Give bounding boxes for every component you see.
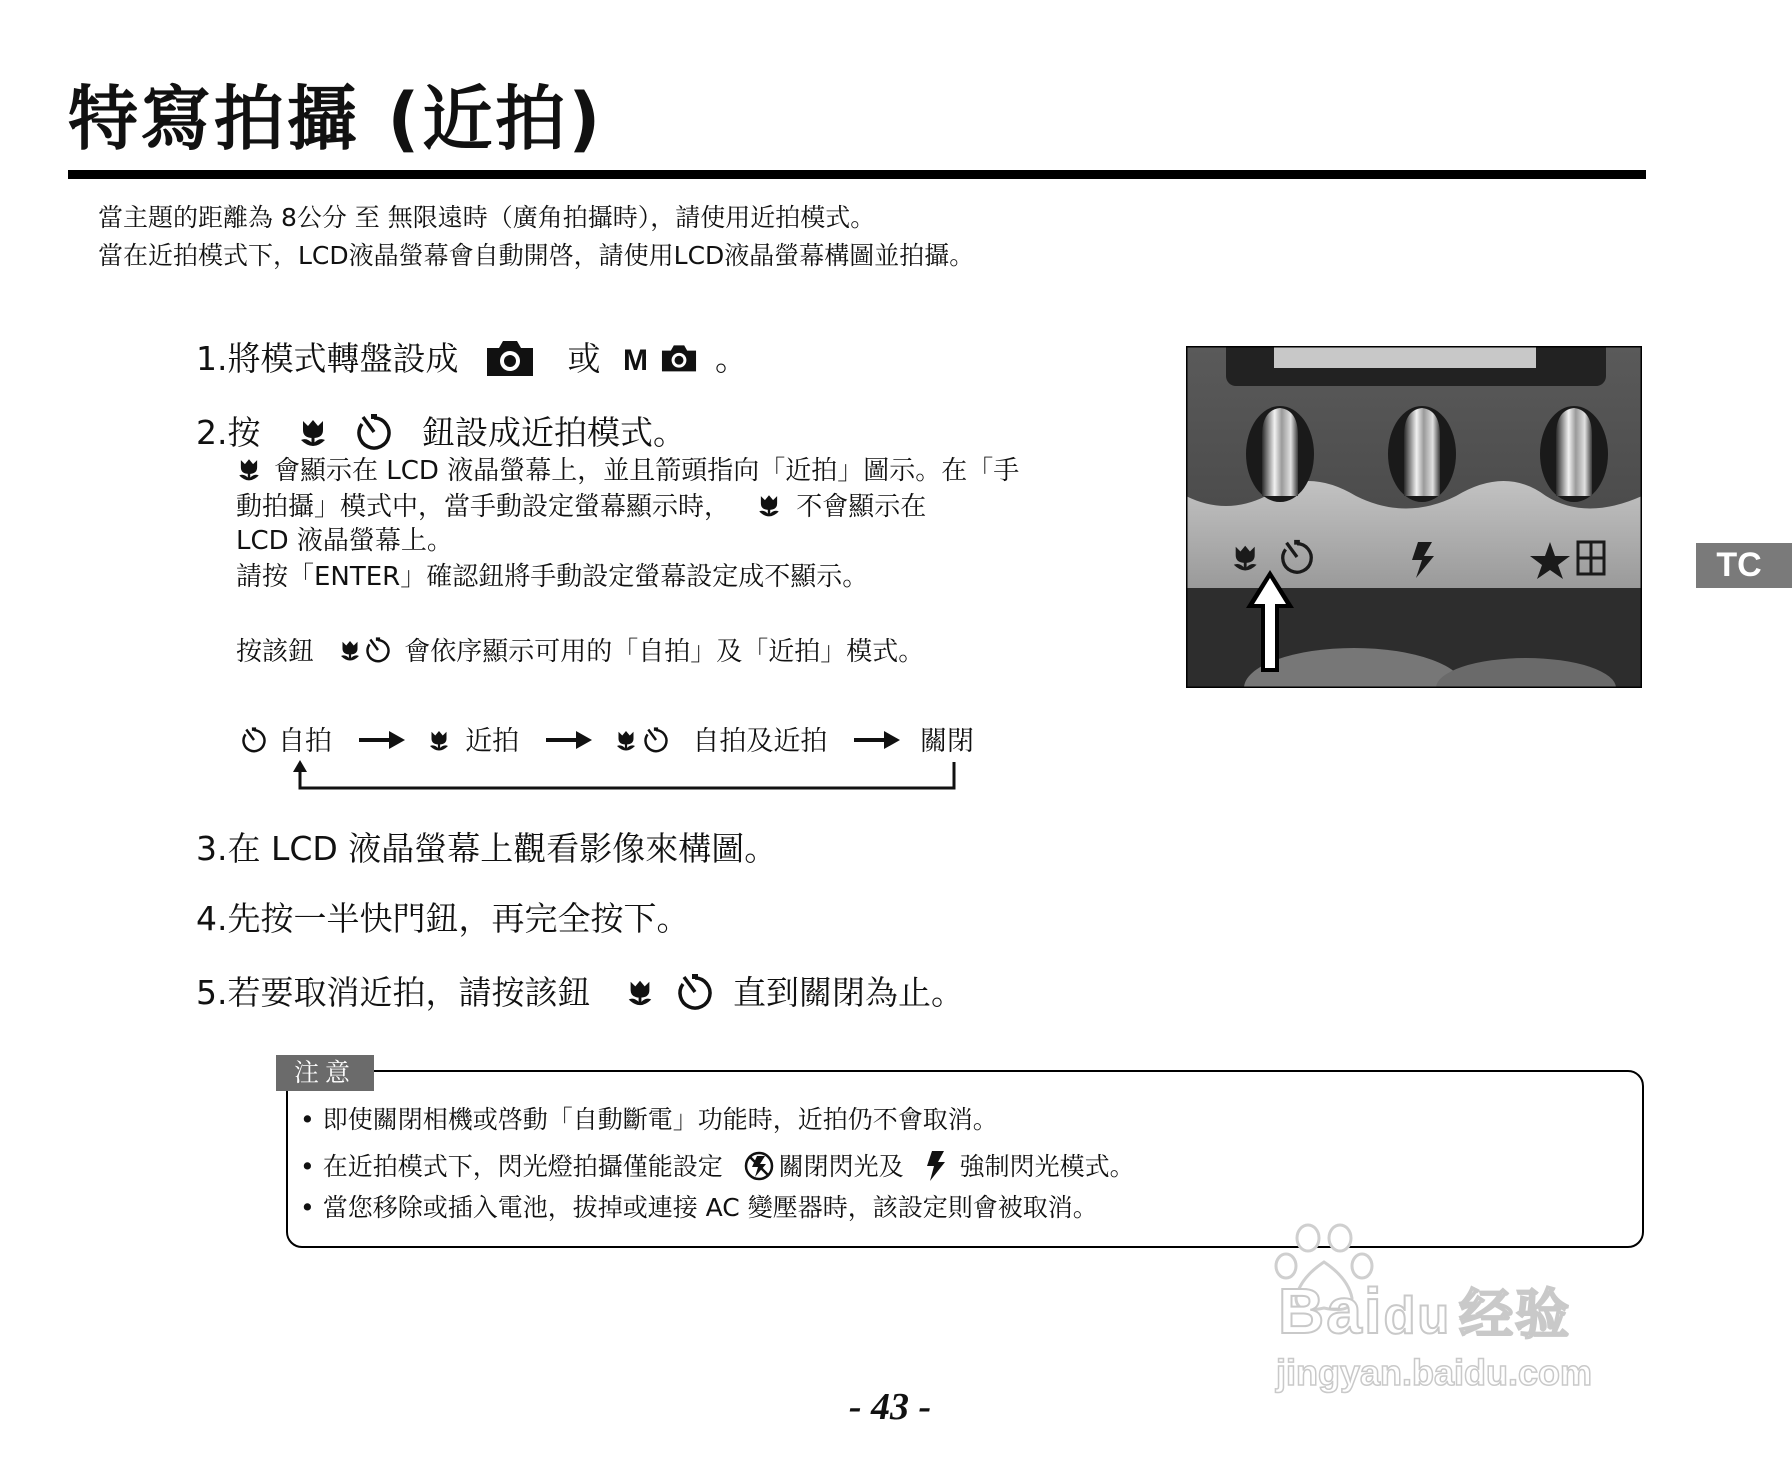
arrow-right-icon: [546, 729, 592, 756]
step-2: [196, 412, 686, 457]
step-2-lead: 2.按: [196, 413, 261, 452]
note-item-2-text: • 在近拍模式下，閃光燈拍攝僅能設定: [300, 1152, 723, 1181]
step-1-or: 或: [567, 339, 601, 378]
macro-tulip-icon: [625, 977, 655, 1012]
step-2-detail-4: 請按「ENTER」確認鈕將手動設定螢幕設定成不顯示。: [236, 562, 869, 592]
step-2-detail-5: [236, 636, 924, 669]
baidu-watermark: [1278, 1272, 1571, 1349]
step-2-detail-5-text: 按該鈕: [236, 637, 315, 667]
watermark-bai: Bai: [1278, 1275, 1384, 1347]
macro-tulip-icon: [427, 728, 451, 757]
step-2-detail-2-tail: 不會顯示在: [796, 492, 927, 522]
step-1-m-label: M: [623, 344, 648, 377]
step-3: 3.在 LCD 液晶螢幕上觀看影像來構圖。: [196, 829, 778, 868]
flash-icon: [926, 1151, 946, 1185]
macro-tulip-icon: [236, 456, 262, 487]
macro-tulip-icon: [297, 416, 329, 453]
note-item-3: • 當您移除或插入電池，拔掉或連接 AC 變壓器時，該設定則會被取消。: [300, 1193, 1098, 1222]
self-timer-icon: [364, 636, 392, 669]
language-tab: TC: [1696, 543, 1792, 588]
watermark-url: jingyan.baidu.com: [1276, 1352, 1593, 1393]
page-number: - 43 -: [848, 1386, 932, 1428]
macro-tulip-icon: [338, 638, 362, 667]
macro-tulip-icon: [1234, 546, 1257, 571]
cycle-self-timer-macro: 自拍及近拍: [692, 726, 828, 757]
note-item-2: [300, 1150, 1135, 1186]
step-5: [196, 972, 964, 1017]
note-item-2-tail: 強制閃光模式。: [959, 1152, 1135, 1181]
watermark-du: du: [1383, 1287, 1452, 1345]
macro-tulip-icon: [756, 492, 782, 523]
flash-off-icon: [743, 1150, 775, 1186]
self-timer-icon: [354, 412, 394, 457]
step-5-text: 5.若要取消近拍，請按該鈕: [196, 973, 591, 1012]
intro-line-2: 當在近拍模式下，LCD液晶螢幕會自動開啓，請使用LCD液晶螢幕構圖並拍攝。: [98, 241, 975, 270]
cycle-off: 關閉: [919, 726, 974, 757]
note-item-2-mid: 關閉閃光及: [778, 1152, 904, 1181]
step-1-text: 1.將模式轉盤設成: [196, 339, 459, 378]
macro-tulip-icon: [614, 728, 638, 757]
self-timer-icon: [642, 726, 670, 759]
page-title: 特寫拍攝 (近拍): [68, 78, 604, 160]
arrow-right-icon: [359, 729, 405, 756]
step-5-tail: 直到關閉為止。: [733, 973, 964, 1012]
intro-line-1: 當主題的距離為 8公分 至 無限遠時（廣角拍攝時），請使用近拍模式。: [98, 203, 876, 232]
note-item-1: • 即使關閉相機或啓動「自動斷電」功能時，近拍仍不會取消。: [300, 1105, 998, 1134]
cycle-self-timer: 自拍: [278, 726, 332, 757]
camera-icon: [659, 339, 699, 382]
step-2-tail: 鈕設成近拍模式。: [422, 413, 686, 452]
camera-buttons-photo: [1186, 346, 1642, 688]
camera-icon: [483, 338, 537, 383]
step-2-detail-1: [236, 456, 1019, 487]
self-timer-icon: [675, 972, 715, 1017]
mode-cycle: [240, 726, 974, 759]
arrow-right-icon: [854, 729, 900, 756]
step-2-detail-5-tail: 會依序顯示可用的「自拍」及「近拍」模式。: [404, 637, 925, 667]
step-1: [196, 338, 748, 383]
step-4: 4.先按一半快門鈕，再完全按下。: [196, 899, 690, 938]
cycle-return-line: [290, 760, 970, 792]
step-1-end: 。: [715, 339, 748, 378]
step-2-detail-2-text: 動拍攝」模式中，當手動設定螢幕顯示時，: [236, 492, 731, 522]
self-timer-icon: [240, 726, 268, 759]
step-2-detail-2: [236, 492, 926, 523]
arrow-up-icon: [293, 760, 307, 772]
step-2-detail-1-text: 會顯示在 LCD 液晶螢幕上，並且箭頭指向「近拍」圖示。在「手: [274, 456, 1020, 486]
note-label: 注意: [276, 1055, 374, 1091]
watermark-jingyan: 经验: [1459, 1285, 1572, 1345]
step-2-detail-3: LCD 液晶螢幕上。: [236, 526, 453, 556]
cycle-macro: 近拍: [465, 726, 520, 757]
title-rule: [68, 170, 1646, 179]
